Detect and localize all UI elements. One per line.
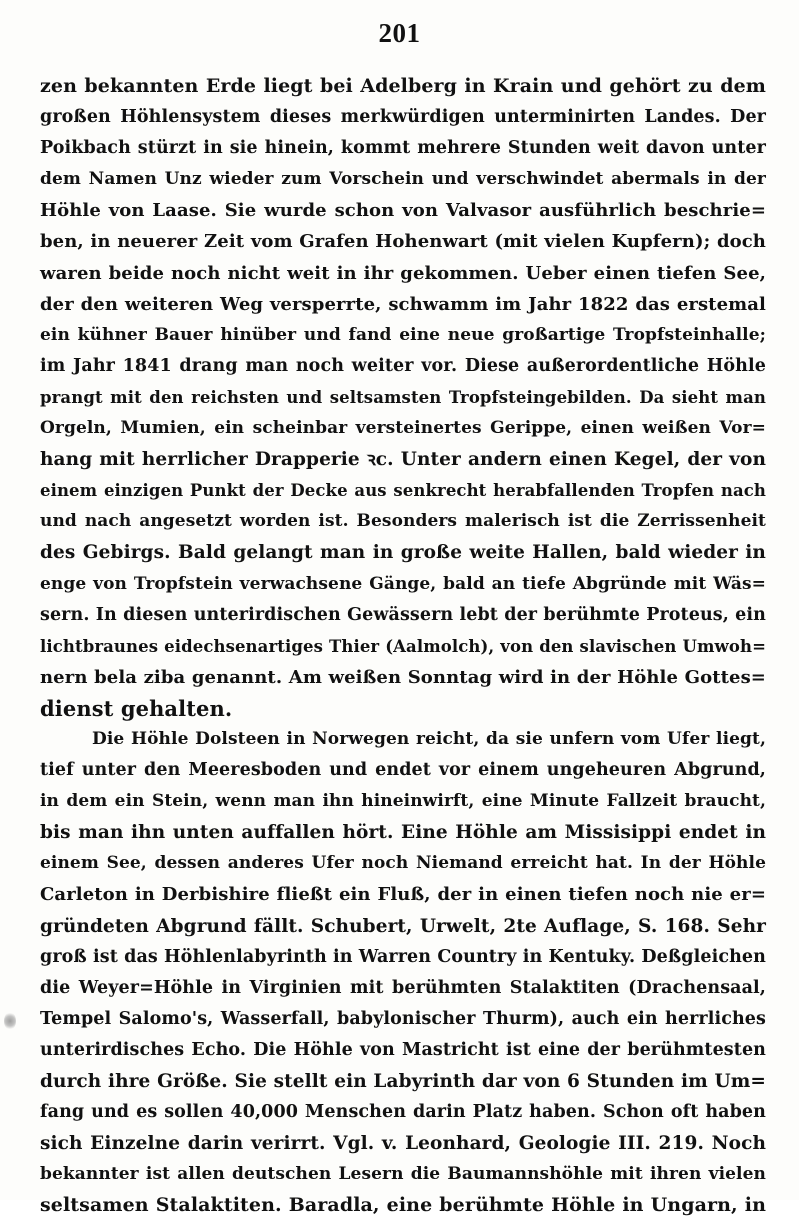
paragraph-start-line: Die Höhle Dolsteen in Norwegen reicht, da sie unfern vom Ufer liegt, (92, 728, 766, 749)
text-line: bekannter ist allen deutschen Lesern die Baumannshöhle mit ihren vielen (40, 1164, 766, 1185)
text-line: der den weiteren Weg versperrte, schwamm im Jahr 1822 das erstemal (40, 293, 766, 315)
text-line: großen Höhlensystem dieses merkwürdigen unterminirten Landes. Der (40, 107, 766, 128)
text-line: ein kühner Bauer hinüber und fand eine neue großartige Tropfsteinhalle; (40, 324, 766, 345)
text-line: prangt mit den reichsten und seltsamsten Tropfsteingebilden. Da sieht man (40, 387, 766, 407)
ink-smudge (4, 1012, 16, 1030)
text-line: die Weyer=Höhle in Virginien mit berühmten Stalaktiten (Drachensaal, (40, 977, 766, 998)
text-line: ben, in neuerer Zeit vom Grafen Hohenwart (mit vielen Kupfern); doch (40, 231, 766, 253)
text-line: Tempel Salomo's, Wasserfall, babylonischer Thurm), auch ein herrliches (40, 1008, 766, 1029)
page-number: 201 (378, 18, 421, 48)
text-line: gründeten Abgrund fällt. Schubert, Urwelt, 2te Auflage, S. 168. Sehr (40, 915, 766, 937)
text-line: im Jahr 1841 drang man noch weiter vor. Diese außerordentliche Höhle (40, 355, 766, 376)
text-line: sich Einzelne darin verirrt. Vgl. v. Leonhard, Geologie III. 219. Noch (40, 1133, 766, 1155)
text-line: und nach angesetzt worden ist. Besonders malerisch ist die Zerrissenheit (40, 511, 766, 532)
text-line: lichtbraunes eidechsenartiges Thier (Aalmolch), von den slavischen Umwoh= (40, 636, 766, 656)
text-line: enge von Tropfstein verwachsene Gänge, bald an tiefe Abgründe mit Wäs= (40, 573, 766, 594)
text-line: unterirdisches Echo. Die Höhle von Mastricht ist eine der berühmtesten (40, 1039, 766, 1060)
text-line: des Gebirgs. Bald gelangt man in große weite Hallen, bald wieder in (40, 542, 766, 564)
text-line: groß ist das Höhlenlabyrinth in Warren Country in Kentuky. Deßgleichen (40, 946, 766, 967)
text-line: einem See, dessen anderes Ufer noch Niemand erreicht hat. In der Höhle (40, 853, 766, 874)
text-line: sern. In diesen unterirdischen Gewässern lebt der berühmte Proteus, ein (40, 604, 766, 625)
text-line: Carleton in Derbishire fließt ein Fluß, der in einen tiefen noch nie er= (40, 884, 766, 906)
text-line: seltsamen Stalaktiten. Baradla, eine berühmte Höhle in Ungarn, in (40, 1194, 766, 1217)
text-line: Höhle von Laase. Sie wurde schon von Valvasor ausführlich beschrie= (40, 200, 766, 222)
text-line: tief unter den Meeresboden und endet vor einem ungeheuren Abgrund, (40, 760, 766, 781)
text-line: durch ihre Größe. Sie stellt ein Labyrinth dar von 6 Stunden im Um= (40, 1071, 766, 1092)
text-line: zen bekannten Erde liegt bei Adelberg in Krain und gehört zu dem (40, 75, 766, 97)
text-line: bis man ihn unten auffallen hört. Eine Höhle am Missisippi endet in (40, 822, 766, 844)
text-line: fang und es sollen 40,000 Menschen darin Platz haben. Schon oft haben (40, 1102, 766, 1123)
body-text (40, 71, 766, 1221)
text-line: dem Namen Unz wieder zum Vorschein und verschwindet abermals in der (40, 169, 766, 190)
text-line: einem einzigen Punkt der Decke aus senkrecht herabfallenden Tropfen nach (40, 481, 766, 501)
text-line: Poikbach stürzt in sie hinein, kommt mehrere Stunden weit davon unter (40, 138, 766, 159)
text-line: in dem ein Stein, wenn man ihn hineinwirft, eine Minute Fallzeit braucht, (40, 791, 766, 812)
text-line: hang mit herrlicher Drapperie ꝛc. Unter andern einen Kegel, der von (40, 449, 766, 471)
text-line: waren beide noch nicht weit in ihr gekommen. Ueber einen tiefen See, (40, 262, 766, 284)
text-line: nern bela ziba genannt. Am weißen Sonntag wird in der Höhle Gottes= (40, 666, 766, 688)
paragraph-end-line: dienst gehalten. (40, 695, 233, 721)
text-line: Orgeln, Mumien, ein scheinbar versteinertes Gerippe, einen weißen Vor= (40, 418, 766, 439)
